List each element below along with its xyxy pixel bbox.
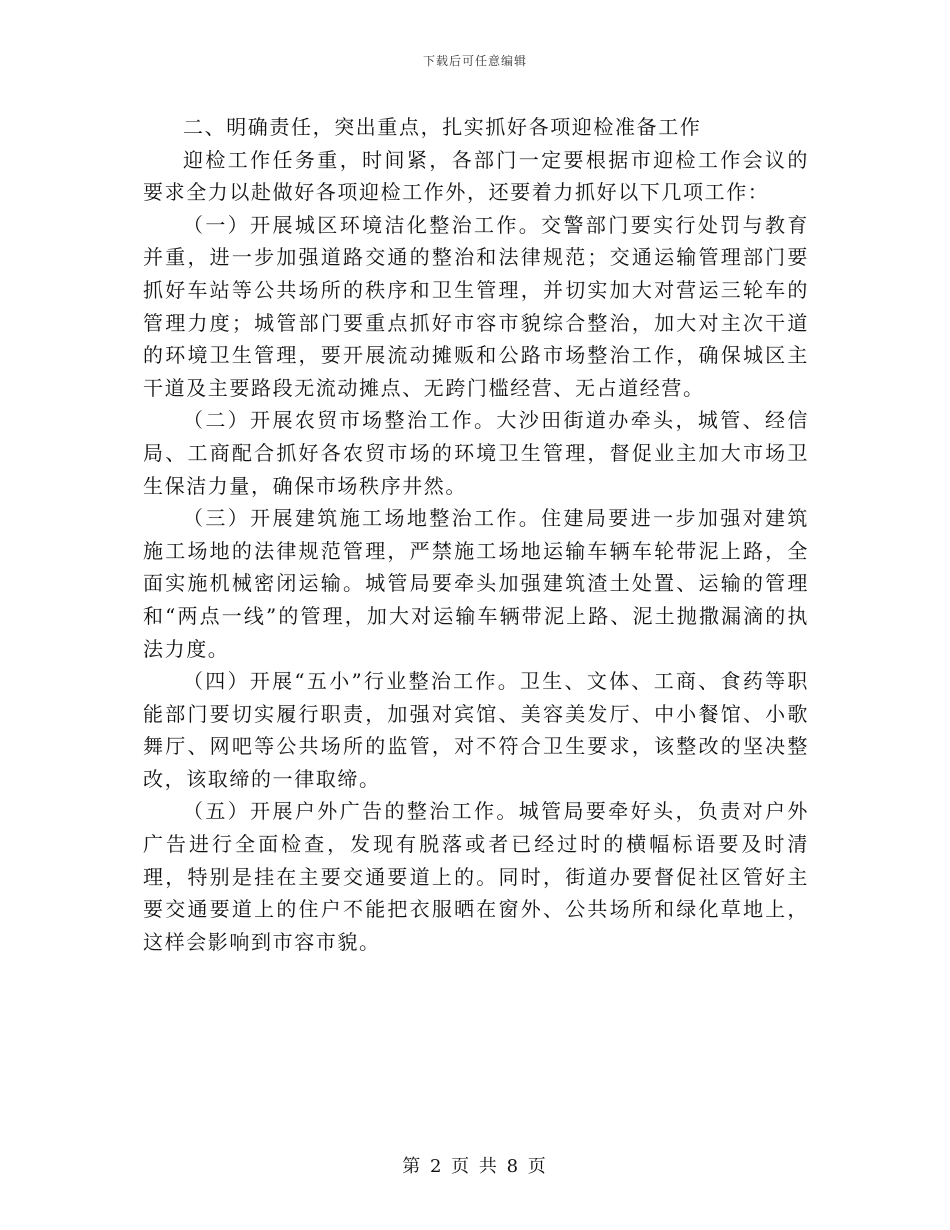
paragraph-item-4: （四）开展“五小”行业整治工作。卫生、文体、工商、食药等职能部门要切实履行职责，加强对宾馆、美容美发厅、中小餐馆、小歌舞厅、网吧等公共场所的监管，对不符合卫生要求，该整改的坚决整改，该取缔的一律取缔。	[143, 669, 809, 791]
page-header-note: 下载后可任意编辑	[422, 54, 527, 68]
intro-paragraph: 迎检工作任务重，时间紧，各部门一定要根据市迎检工作会议的要求全力以赴做好各项迎检工作外，还要着力抓好以下几项工作：	[143, 147, 809, 205]
paragraph-item-1: （一）开展城区环境洁化整治工作。交警部门要实行处罚与教育并重，进一步加强道路交通的整治和法律规范；交通运输管理部门要抓好车站等公共场所的秩序和卫生管理，并切实加大对营运三轮车的管理力度；城管部门要重点抓好市容市貌综合整治，加大对主次干道的环境卫生管理，要开展流动摊贩和公路市场整治工作，确保城区主干道及主要路段无流动摊点、无跨门槛经营、无占道经营。	[143, 212, 809, 400]
section-heading: 二、明确责任，突出重点，扎实抓好各项迎检准备工作	[183, 115, 702, 139]
paragraph-item-2: （二）开展农贸市场整治工作。大沙田街道办牵头，城管、经信局、工商配合抓好各农贸市场的环境卫生管理，督促业主加大市场卫生保洁力量，确保市场秩序井然。	[143, 408, 809, 498]
paragraph-item-5: （五）开展户外广告的整治工作。城管局要牵好头，负责对户外广告进行全面检查，发现有脱落或者已经过时的横幅标语要及时清理，特别是挂在主要交通要道上的。同时，街道办要督促社区管好主要交通要道上的住户不能把衣服晒在窗外、公共场所和绿化草地上，这样会影响到市容市貌。	[143, 799, 809, 954]
page-number: 第 2 页 共 8 页	[402, 1156, 548, 1177]
paragraph-item-3: （三）开展建筑施工场地整治工作。住建局要进一步加强对建筑施工场地的法律规范管理，严禁施工场地运输车辆车轮带泥上路，全面实施机械密闭运输。城管局要牵头加强建筑渣土处置、运输的管理和“两点一线”的管理，加大对运输车辆带泥上路、泥土抛撒漏滴的执法力度。	[143, 506, 809, 661]
document-body	[143, 111, 809, 958]
